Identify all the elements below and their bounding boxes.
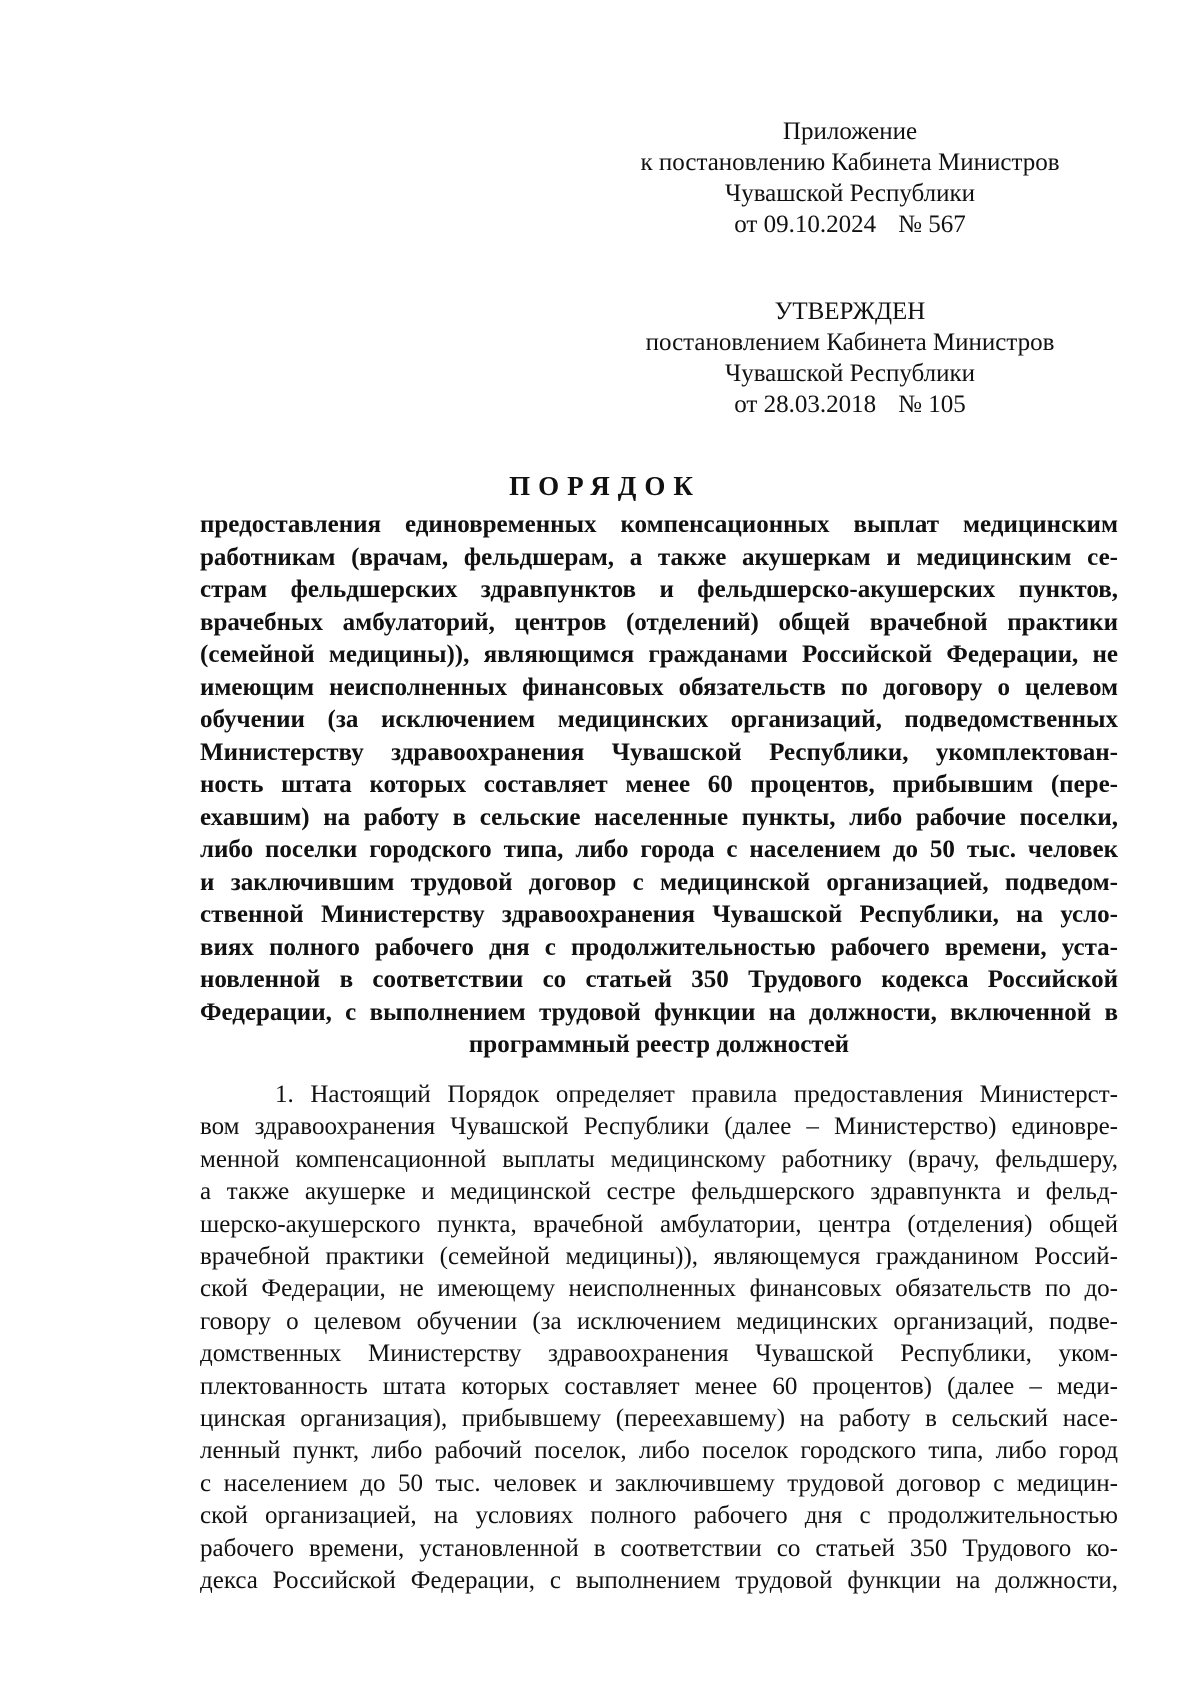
paragraph-line: ской Федерации, не имеющему неисполненных финансовых обязательств по до- bbox=[200, 1275, 1118, 1303]
subtitle-line: обучении (за исключением медицинских организаций, подведомственных bbox=[200, 706, 1118, 733]
paragraph-line: менной компенсационной выплаты медицинскому работнику (врачу, фельдшеру, bbox=[200, 1145, 1118, 1173]
subtitle-line: страм фельдшерских здравпунктов и фельдшерско-акушерских пунктов, bbox=[200, 576, 1118, 603]
subtitle-line: врачебных амбулаторий, центров (отделений) общей врачебной практики bbox=[200, 608, 1118, 636]
paragraph-line: шерско-акушерского пункта, врачебной амбулатории, центра (отделения) общей bbox=[200, 1210, 1118, 1238]
subtitle-line: работникам (врачам, фельдшерам, а также акушеркам и медицинским се- bbox=[200, 543, 1118, 571]
subtitle-line: виях полного рабочего дня с продолжительностью рабочего времени, уста- bbox=[200, 933, 1118, 961]
subtitle-line: Министерству здравоохранения Чувашской Республики, укомплектован- bbox=[200, 738, 1118, 766]
paragraph-line: плектованность штата которых составляет менее 60 процентов) (далее – меди- bbox=[200, 1372, 1118, 1400]
paragraph-line: рабочего времени, установленной в соответствии со статьей 350 Трудового ко- bbox=[200, 1534, 1118, 1562]
paragraph-line: домственных Министерству здравоохранения Чувашской Республики, уком- bbox=[200, 1340, 1118, 1368]
subtitle-line: новленной в соответствии со статьей 350 Трудового кодекса Российской bbox=[200, 966, 1118, 993]
subtitle-line: ехавшим) на работу в сельские населенные пункты, либо рабочие поселки, bbox=[200, 803, 1118, 831]
paragraph-line: вом здравоохранения Чувашской Республики (далее – Министерство) единовре- bbox=[200, 1113, 1118, 1141]
subtitle-line: ность штата которых составляет менее 60 процентов, прибывшим (пере- bbox=[200, 771, 1118, 798]
paragraph-line: а также акушерке и медицинской сестре фельдшерского здравпункта и фельд- bbox=[200, 1178, 1118, 1206]
appendix-block bbox=[600, 116, 1100, 240]
subtitle-line: ственной Министерству здравоохранения Чувашской Республики, на усло- bbox=[200, 901, 1118, 928]
subtitle-line: программный реестр должностей bbox=[468, 1031, 850, 1058]
paragraph-line: 1. Настоящий Порядок определяет правила предоставления Министерст- bbox=[275, 1081, 1118, 1108]
approval-block bbox=[600, 296, 1100, 420]
subtitle-line: и заключившим трудовой договор с медицинской организацией, подведом- bbox=[200, 868, 1118, 896]
paragraph-line: декса Российской Федерации, с выполнением трудовой функции на должности, bbox=[200, 1567, 1118, 1595]
approval-heading: УТВЕРЖДЕН bbox=[774, 298, 926, 325]
appendix-date-line bbox=[600, 209, 1100, 240]
approval-resolution-line: постановлением Кабинета Министров bbox=[645, 329, 1055, 356]
approval-number: № 105 bbox=[898, 391, 966, 418]
appendix-date: от 09.10.2024 bbox=[734, 211, 877, 238]
paragraph-line: цинская организация), прибывшему (переехавшему) на работу в сельский насе- bbox=[200, 1405, 1118, 1433]
subtitle-line: Федерации, с выполнением трудовой функции на должности, включенной в bbox=[200, 998, 1118, 1026]
paragraph-1 bbox=[200, 1079, 1118, 1598]
paragraph-line: ской организацией, на условиях полного рабочего дня с продолжительностью bbox=[200, 1502, 1118, 1530]
paragraph-line: говору о целевом обучении (за исключением медицинских организаций, подве- bbox=[200, 1307, 1118, 1335]
approval-date-line bbox=[600, 389, 1100, 420]
subtitle-line: имеющим неисполненных финансовых обязательств по договору о целевом bbox=[200, 673, 1118, 701]
appendix-republic-line: Чувашской Республики bbox=[724, 180, 976, 207]
subtitle-line: предоставления единовременных компенсационных выплат медицинским bbox=[200, 511, 1118, 538]
subtitle-line: либо поселки городского типа, либо города с населением до 50 тыс. человек bbox=[200, 836, 1118, 863]
approval-republic-line: Чувашской Республики bbox=[724, 360, 976, 387]
paragraph-line: с населением до 50 тыс. человек и заключившему трудовой договор с медицин- bbox=[200, 1469, 1118, 1497]
document-subtitle bbox=[200, 509, 1118, 1062]
approval-date: от 28.03.2018 bbox=[734, 391, 877, 418]
document-title: ПОРЯДОК bbox=[509, 471, 701, 501]
paragraph-line: ленный пункт, либо рабочий поселок, либо поселок городского типа, либо город bbox=[200, 1437, 1118, 1465]
appendix-heading: Приложение bbox=[782, 118, 918, 145]
appendix-resolution-line: к постановлению Кабинета Министров bbox=[640, 149, 1060, 176]
appendix-number: № 567 bbox=[898, 211, 966, 238]
paragraph-line: врачебной практики (семейной медицины)), являющемуся гражданином Россий- bbox=[200, 1243, 1118, 1271]
subtitle-line: (семейной медицины)), являющимся гражданами Российской Федерации, не bbox=[200, 641, 1118, 668]
